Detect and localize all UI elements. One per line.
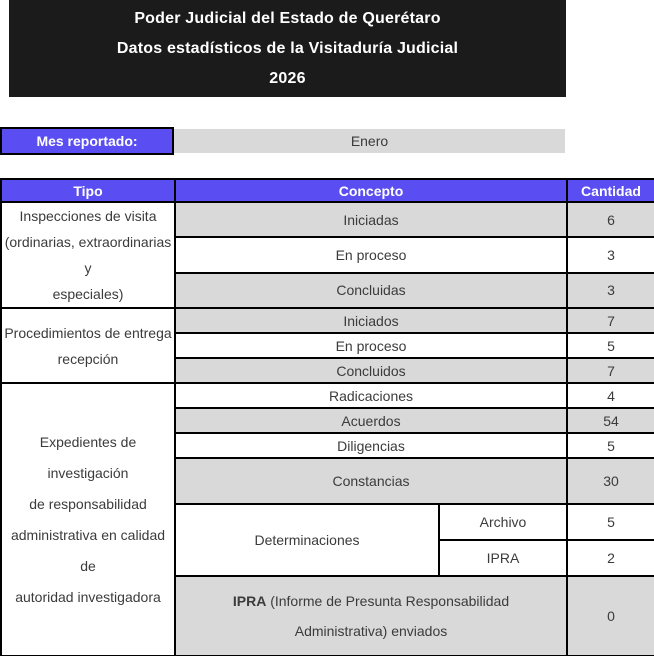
tipo-line: Procedimientos de entrega — [4, 324, 172, 341]
statistics-table-wrap — [0, 178, 654, 656]
cantidad-cell: 30 — [567, 458, 654, 504]
tipo-line: administrativa en calidad de — [10, 526, 166, 574]
tipo-line: autoridad investigadora — [15, 588, 161, 605]
column-header-tipo: Tipo — [1, 179, 175, 202]
table-header-row — [1, 179, 654, 202]
cantidad-cell: 5 — [567, 333, 654, 358]
concepto-cell: Iniciadas — [175, 202, 567, 237]
column-header-concepto: Concepto — [175, 179, 567, 202]
tipo-line: especiales) — [52, 286, 124, 302]
table-row — [1, 383, 654, 408]
month-reported-value: Enero — [174, 129, 565, 153]
month-reported-label: Mes reportado: — [0, 127, 174, 155]
column-header-cantidad: Cantidad — [567, 179, 654, 202]
statistics-table — [0, 178, 654, 656]
cantidad-cell: 5 — [567, 504, 654, 540]
tipo-line: Expedientes de investigación — [39, 433, 137, 481]
title-line-2: Datos estadísticos de la Visitaduría Judicial — [116, 39, 459, 57]
ipra-rest-text: (Informe de Presunta Responsabilidad — [266, 593, 510, 609]
tipo-line: recepción — [57, 350, 119, 367]
concepto-cell: Diligencias — [175, 433, 567, 458]
cantidad-cell: 5 — [567, 433, 654, 458]
concepto-cell: Iniciados — [175, 308, 567, 333]
concepto-cell: Concluidos — [175, 358, 567, 383]
table-row — [1, 202, 654, 237]
concepto-cell-ipra-enviados — [175, 576, 567, 656]
tipo-line: de responsabilidad — [29, 495, 147, 512]
title-line-1: Poder Judicial del Estado de Querétaro — [134, 9, 441, 27]
concepto-cell: Acuerdos — [175, 408, 567, 433]
title-banner — [9, 0, 566, 97]
cantidad-cell: 6 — [567, 202, 654, 237]
cantidad-cell: 7 — [567, 358, 654, 383]
tipo-cell-procedimientos — [1, 308, 175, 383]
cantidad-cell: 7 — [567, 308, 654, 333]
cantidad-cell: 4 — [567, 383, 654, 408]
cantidad-cell: 2 — [567, 540, 654, 576]
ipra-line-2: Administrativa) enviados — [294, 623, 448, 639]
tipo-line: (ordinarias, extraordinarias y — [4, 234, 172, 276]
table-row — [1, 308, 654, 333]
cantidad-cell: 0 — [567, 576, 654, 656]
cantidad-cell: 3 — [567, 237, 654, 272]
sub-concepto-cell: Archivo — [439, 504, 567, 540]
concepto-cell: Radicaciones — [175, 383, 567, 408]
sub-concepto-cell: IPRA — [439, 540, 567, 576]
tipo-cell-expedientes — [1, 383, 175, 656]
concepto-cell: Concluidas — [175, 273, 567, 308]
month-reported-row — [0, 127, 654, 155]
title-line-3: 2026 — [269, 69, 306, 87]
tipo-line: Inspecciones de visita — [19, 208, 157, 224]
cantidad-cell: 54 — [567, 408, 654, 433]
concepto-cell: En proceso — [175, 237, 567, 272]
concepto-cell-determinaciones: Determinaciones — [175, 504, 439, 576]
concepto-cell: Constancias — [175, 458, 567, 504]
concepto-cell: En proceso — [175, 333, 567, 358]
tipo-cell-inspecciones — [1, 202, 175, 308]
cantidad-cell: 3 — [567, 273, 654, 308]
ipra-line-1 — [178, 586, 564, 616]
ipra-bold-label: IPRA — [232, 593, 267, 609]
